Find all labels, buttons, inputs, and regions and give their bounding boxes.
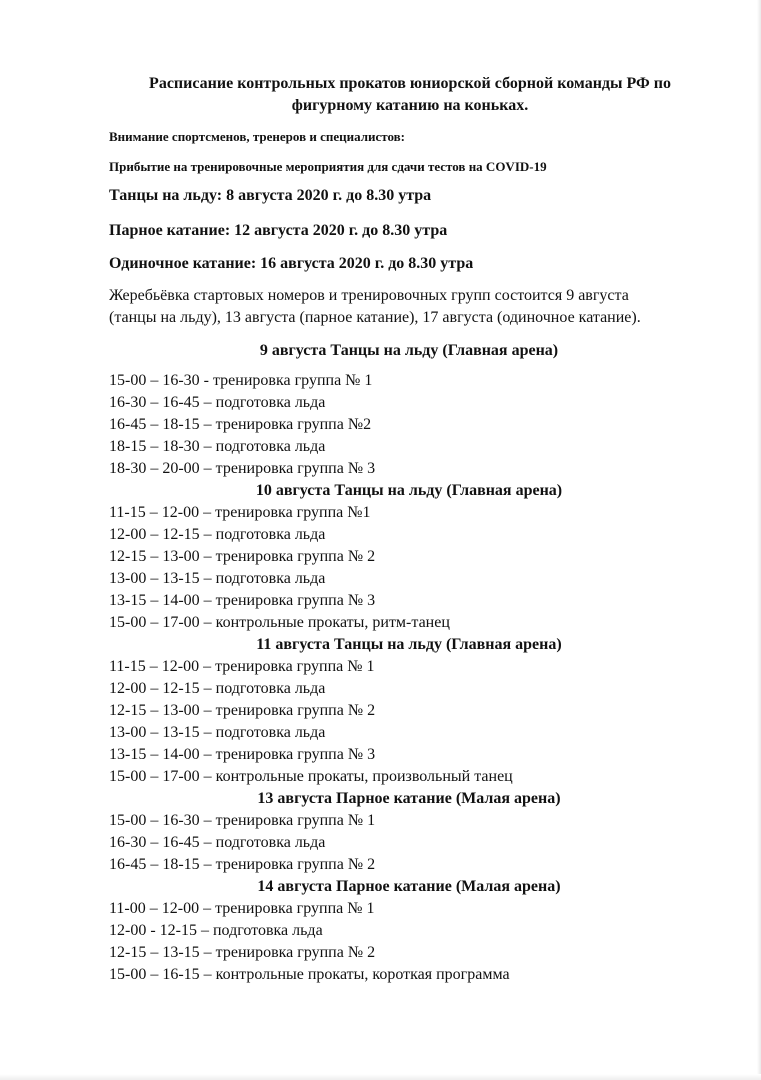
schedule-entry: 13-00 – 13-15 – подготовка льда <box>109 724 326 741</box>
day-heading: 11 августа Танцы на льду (Главная арена) <box>256 636 562 653</box>
schedule-entry: 15-00 – 16-15 – контрольные прокаты, короткая программа <box>109 966 510 983</box>
arrival-ice-dance: Танцы на льду: 8 августа 2020 г. до 8.30 утра <box>109 187 432 204</box>
schedule-entry: 12-15 – 13-00 – тренировка группа № 2 <box>109 702 376 719</box>
schedule-entry: 13-15 – 14-00 – тренировка группа № 3 <box>109 746 376 763</box>
day-heading: 10 августа Танцы на льду (Главная арена) <box>255 482 563 499</box>
schedule-entry: 13-15 – 14-00 – тренировка группа № 3 <box>109 592 376 609</box>
schedule-entry: 18-30 – 20-00 – тренировка группа № 3 <box>109 460 376 477</box>
schedule-entry: 12-00 – 12-15 – подготовка льда <box>109 526 326 543</box>
schedule-entry: 12-15 – 13-00 – тренировка группа № 2 <box>109 548 376 565</box>
schedule-entry: 12-00 - 12-15 – подготовка льда <box>109 922 323 939</box>
schedule-entry: 11-15 – 12-00 – тренировка группа №1 <box>109 504 371 521</box>
arrival-singles: Одиночное катание: 16 августа 2020 г. до 8.30 утра <box>109 255 474 272</box>
page-bottom-shadow <box>0 1074 761 1080</box>
arrival-notice: Прибытие на тренировочные мероприятия для сдачи тестов на COVID-19 <box>109 159 547 174</box>
schedule-entry: 15-00 – 17-00 – контрольные прокаты, произвольный танец <box>109 768 513 785</box>
attention-notice: Внимание спортсменов, тренеров и специалистов: <box>109 129 406 144</box>
schedule-entry: 12-00 – 12-15 – подготовка льда <box>109 680 326 697</box>
document-title-line-1: Расписание контрольных прокатов юниорской сборной команды РФ по <box>149 75 671 92</box>
schedule-entry: 16-30 – 16-45 – подготовка льда <box>109 394 326 411</box>
day-heading: 14 августа Парное катание (Малая арена) <box>257 878 561 895</box>
schedule-entry: 11-15 – 12-00 – тренировка группа № 1 <box>109 658 375 675</box>
schedule-entry: 11-00 – 12-00 – тренировка группа № 1 <box>109 900 375 917</box>
schedule-entry: 16-45 – 18-15 – тренировка группа №2 <box>109 416 372 433</box>
schedule <box>109 340 709 986</box>
schedule-entry: 13-00 – 13-15 – подготовка льда <box>109 570 326 587</box>
page-edge-shadow <box>757 0 761 1080</box>
day-heading: 9 августа Танцы на льду (Главная арена) <box>259 342 559 359</box>
arrival-pairs: Парное катание: 12 августа 2020 г. до 8.30 утра <box>109 222 448 239</box>
schedule-entry: 15-00 – 16-30 – тренировка группа № 1 <box>109 812 376 829</box>
schedule-entry: 18-15 – 18-30 – подготовка льда <box>109 438 326 455</box>
schedule-entry: 16-45 – 18-15 – тренировка группа № 2 <box>109 856 376 873</box>
schedule-entry: 16-30 – 16-45 – подготовка льда <box>109 834 326 851</box>
document-title-line-2: фигурному катанию на коньках. <box>291 97 529 114</box>
schedule-entry: 15-00 – 17-00 – контрольные прокаты, ритм-танец <box>109 614 450 631</box>
schedule-entry: 12-15 – 13-15 – тренировка группа № 2 <box>109 944 376 961</box>
schedule-entry: 15-00 – 16-30 - тренировка группа № 1 <box>109 372 373 389</box>
day-heading: 13 августа Парное катание (Малая арена) <box>257 790 561 807</box>
draw-info-line-1: Жеребьёвка стартовых номеров и тренировочных групп состоится 9 августа <box>109 287 629 304</box>
draw-info-line-2: (танцы на льду), 13 августа (парное катание), 17 августа (одиночное катание). <box>109 309 641 326</box>
